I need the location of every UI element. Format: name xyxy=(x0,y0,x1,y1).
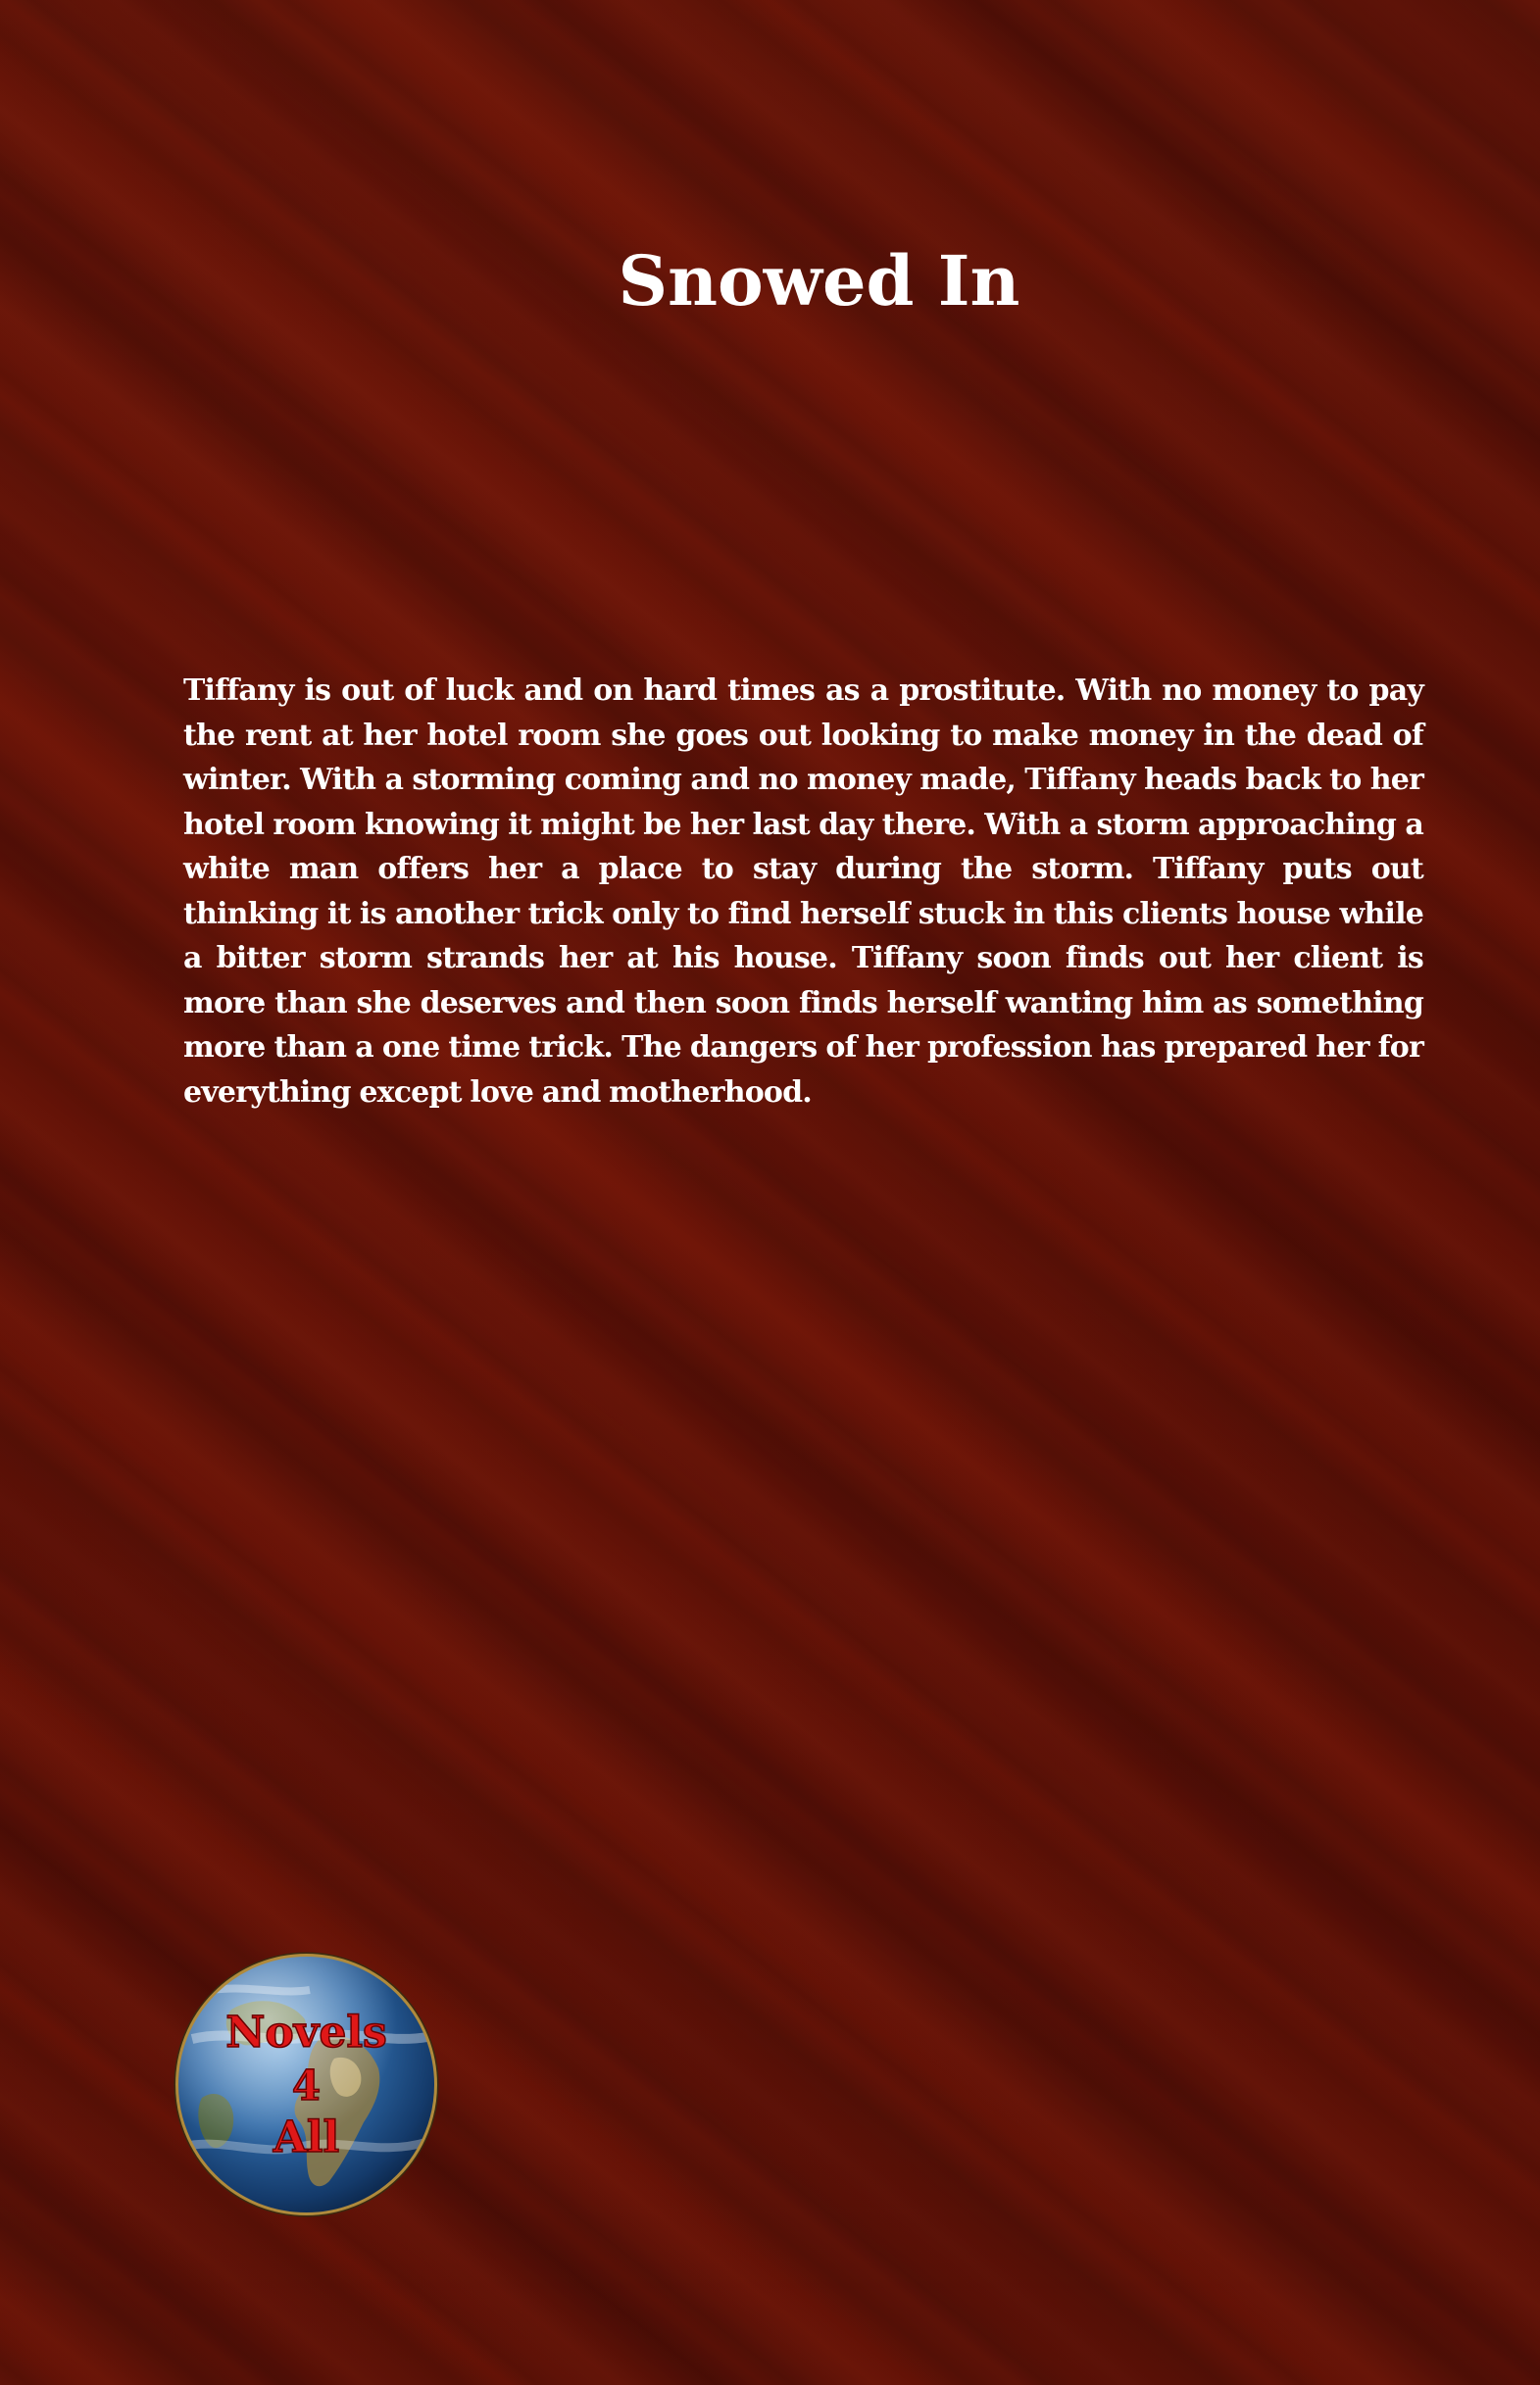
book-title: Snowed In xyxy=(618,239,1020,322)
logo-text-line2: 4 xyxy=(291,2062,322,2110)
globe-icon xyxy=(173,1951,440,2218)
book-blurb: Tiffany is out of luck and on hard times as a prostitute. With no money to pay the rent at her hotel room she goes out looking to make money in the dead of winter. With a storming coming and no money made, Tiffany heads back to her hotel room knowing it might be her last day there. With a storm approaching a white man offers her a place to stay during the storm. Tiffany puts out thinking it is another trick only to find herself stuck in this clients house while a bitter storm strands her at his house. Tiffany soon finds out her client is more than she deserves and then soon finds herself wanting him as something more than a one time trick. The dangers of her profession has prepared her for everything except love and motherhood. xyxy=(183,673,1423,1110)
publisher-logo xyxy=(173,1951,440,2218)
logo-text-line1: Novels xyxy=(225,2008,387,2058)
logo-text-line3: All xyxy=(273,2112,340,2162)
